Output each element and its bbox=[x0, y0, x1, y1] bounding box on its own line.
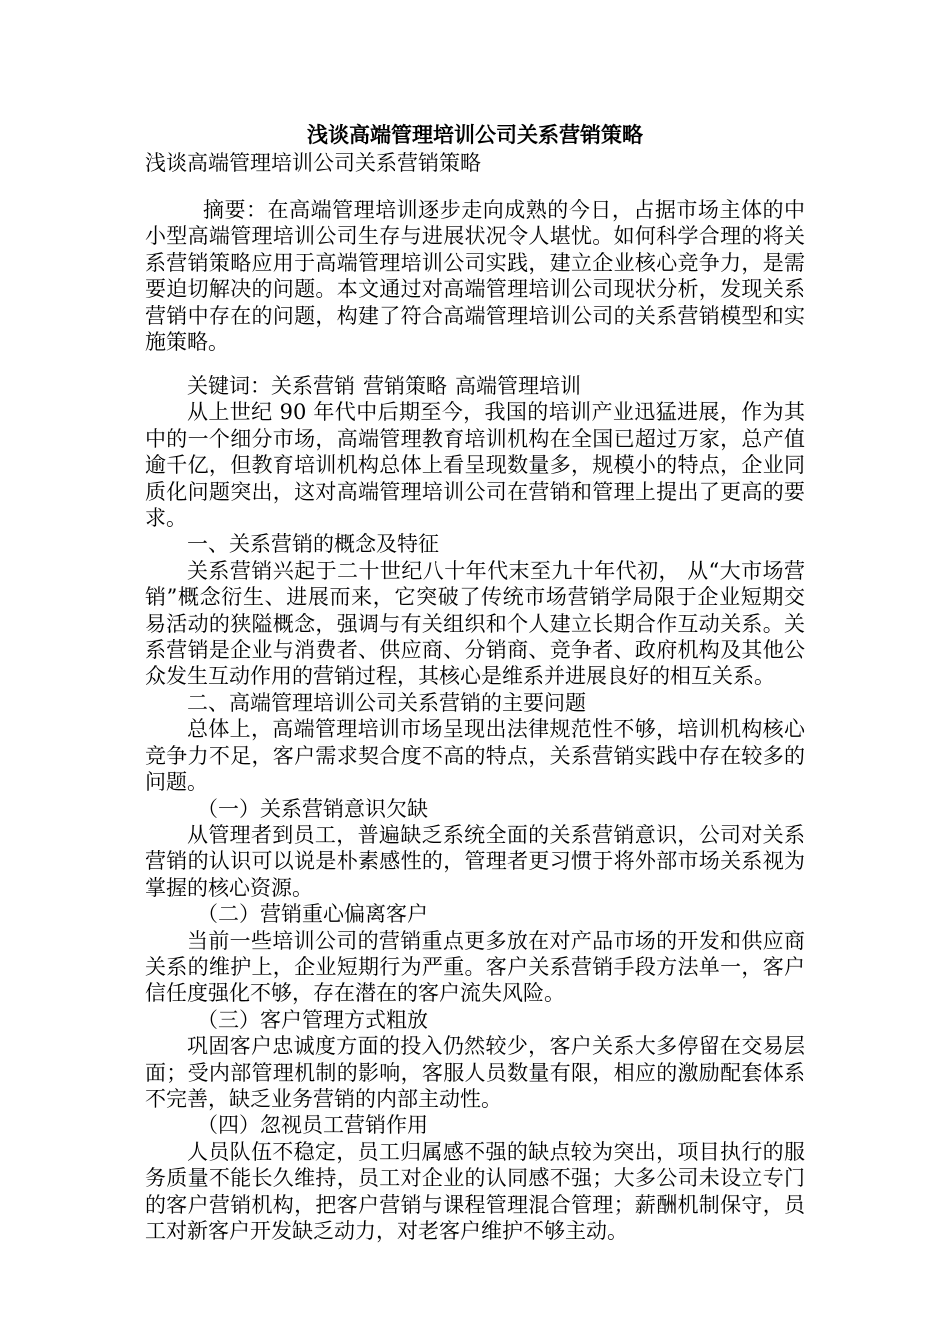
intro-paragraph: 从上世纪 90 年代中后期至今，我国的培训产业迅猛进展，作为其中的一个细分市场，高端管理教育培训机构在全国已超过万家，总产值逾千亿，但教育培训机构总体上看呈现数量多，规模小的特点，企业同质化问题突出，这对高端管理培训公司在营销和管理上提出了更高的要求。 bbox=[145, 400, 805, 531]
section2-paragraph: 总体上，高端管理培训市场呈现出法律规范性不够，培训机构核心竞争力不足，客户需求契合度不高的特点，关系营销实践中存在较多的问题。 bbox=[145, 717, 805, 795]
section1-paragraph: 关系营销兴起于二十世纪八十年代末至九十年代初， 从“大市场营销”概念衍生、进展而来，它突破了传统市场营销学局限于企业短期交易活动的狭隘概念，强调与有关组织和个人建立长期合作互动关系。关系营销是企业与消费者、供应商、分销商、竞争者、政府机构及其他公众发生互动作用的营销过程，其核心是维系并进展良好的相互关系。 bbox=[145, 558, 805, 689]
document-title: 浅谈高端管理培训公司关系营销策略 bbox=[307, 122, 643, 147]
subsection2-paragraph: 当前一些培训公司的营销重点更多放在对产品市场的开发和供应商关系的维护上，企业短期行为严重。客户关系营销手段方法单一，客户信任度强化不够，存在潜在的客户流失风险。 bbox=[145, 928, 805, 1006]
keywords-line bbox=[145, 373, 805, 399]
subsection4-paragraph: 人员队伍不稳定，员工归属感不强的缺点较为突出，项目执行的服务质量不能长久维持，员工对企业的认同感不强；大多公司未设立专门的客户营销机构，把客户营销与课程管理混合管理；薪酬机制保守，员工对新客户开发缺乏动力，对老客户维护不够主动。 bbox=[145, 1139, 805, 1243]
section2-heading: 二、高端管理培训公司关系营销的主要问题 bbox=[187, 690, 586, 715]
keyword-2: 营销策略 bbox=[363, 374, 447, 398]
keyword-1: 关系营销 bbox=[271, 374, 355, 398]
main-body bbox=[145, 373, 805, 1244]
abstract-paragraph: 摘要：在高端管理培训逐步走向成熟的今日，占据市场主体的中小型高端管理培训公司生存与进展状况令人堪忧。如何科学合理的将关系营销策略应用于高端管理培训公司实践，建立企业核心竞争力，是需要迫切解决的问题。本文通过对高端管理培训公司现状分析，发现关系营销中存在的问题，构建了符合高端管理培训公司的关系营销模型和实施策略。 bbox=[145, 198, 805, 355]
subsection1-heading: （一）关系营销意识欠缺 bbox=[197, 796, 428, 821]
abstract-block bbox=[145, 197, 805, 355]
subsection3-paragraph: 巩固客户忠诚度方面的投入仍然较少，客户关系大多停留在交易层面；受内部管理机制的影响，客服人员数量有限，相应的激励配套体系不完善，缺乏业务营销的内部主动性。 bbox=[145, 1034, 805, 1111]
keywords-label: 关键词： bbox=[187, 374, 271, 398]
subsection4-heading: （四）忽视员工营销作用 bbox=[197, 1113, 428, 1138]
subsection3-heading: （三）客户管理方式粗放 bbox=[197, 1007, 428, 1032]
document-subtitle: 浅谈高端管理培训公司关系营销策略 bbox=[145, 151, 481, 175]
subsection1-paragraph: 从管理者到员工，普遍缺乏系统全面的关系营销意识，公司对关系营销的认识可以说是朴素感性的，管理者更习惯于将外部市场关系视为掌握的核心资源。 bbox=[145, 822, 805, 900]
subsection2-heading: （二）营销重心偏离客户 bbox=[197, 902, 428, 927]
keyword-3: 高端管理培训 bbox=[455, 374, 581, 398]
section1-heading: 一、关系营销的概念及特征 bbox=[187, 532, 439, 557]
